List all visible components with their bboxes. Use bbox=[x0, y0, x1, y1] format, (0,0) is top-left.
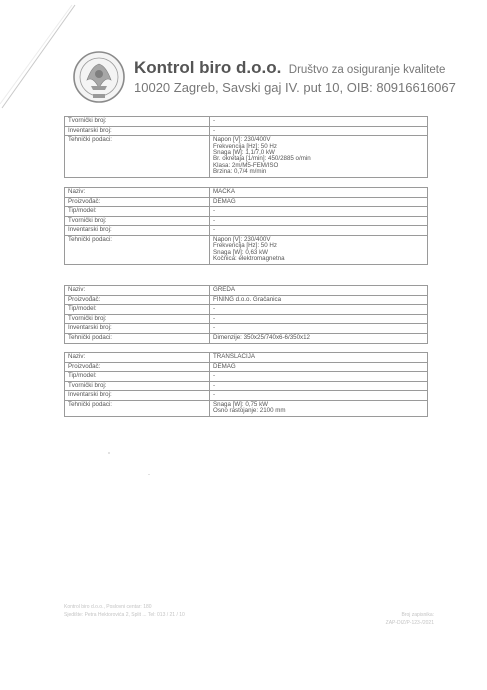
table-row bbox=[65, 216, 428, 226]
row-label: Tvornički broj: bbox=[65, 381, 210, 391]
row-label: Tip/model: bbox=[65, 305, 210, 315]
row-value: - bbox=[210, 207, 428, 217]
tech-line: Klasa: 2m/M5-FEM/ISO bbox=[213, 161, 279, 169]
row-label: Proizvođač: bbox=[65, 362, 210, 372]
row-label: Inventarski broj: bbox=[65, 324, 210, 334]
company-seal-logo bbox=[72, 50, 126, 104]
company-name: Kontrol biro d.o.o. bbox=[134, 58, 282, 77]
table-row bbox=[65, 226, 428, 236]
table-row bbox=[65, 381, 428, 391]
technical-data-cell bbox=[210, 136, 428, 177]
equipment-table-travel bbox=[64, 352, 428, 417]
table-row bbox=[65, 235, 428, 264]
row-value: - bbox=[210, 381, 428, 391]
row-value: - bbox=[210, 391, 428, 401]
row-value: MAČKA bbox=[210, 188, 428, 198]
table-row bbox=[65, 314, 428, 324]
row-label: Tehnički podaci: bbox=[65, 400, 210, 416]
row-value: - bbox=[210, 305, 428, 315]
tech-line: Frekvencija [Hz]: 50 Hz bbox=[213, 242, 277, 250]
table-row bbox=[65, 188, 428, 198]
row-label: Tehnički podaci: bbox=[65, 136, 210, 177]
table-row bbox=[65, 136, 428, 177]
row-value: FINING d.o.o. Gračanica bbox=[210, 295, 428, 305]
table-row bbox=[65, 333, 428, 343]
table-row bbox=[65, 353, 428, 363]
row-label: Inventarski broj: bbox=[65, 391, 210, 401]
table-row bbox=[65, 324, 428, 334]
letterhead bbox=[72, 50, 472, 110]
footer-right-line: ZAP-DIZ/P-123-/2021 bbox=[385, 620, 434, 626]
scan-speck bbox=[148, 474, 150, 475]
table-row bbox=[65, 391, 428, 401]
table-row bbox=[65, 117, 428, 127]
row-value: DEMAG bbox=[210, 362, 428, 372]
tech-line: Kočnica: elektromagnetna bbox=[213, 255, 285, 263]
table-row bbox=[65, 197, 428, 207]
table-row bbox=[65, 372, 428, 382]
scan-speck bbox=[108, 452, 110, 454]
equipment-table-beam bbox=[64, 285, 428, 344]
table-row bbox=[65, 207, 428, 217]
row-value: GREDA bbox=[210, 286, 428, 296]
row-label: Tvornički broj: bbox=[65, 117, 210, 127]
equipment-table-trolley bbox=[64, 187, 428, 265]
table-row bbox=[65, 286, 428, 296]
row-label: Naziv: bbox=[65, 286, 210, 296]
equipment-table-hoist bbox=[64, 116, 428, 178]
tech-line: Br. okretaja [1/min]: 450/2885 o/min bbox=[213, 155, 311, 163]
table-row bbox=[65, 305, 428, 315]
tech-line: Brzina: 0,7/4 m/min bbox=[213, 168, 267, 176]
company-address: 10020 Zagreb, Savski gaj IV. put 10, OIB: 80916616067 bbox=[134, 80, 456, 95]
row-value: DEMAG bbox=[210, 197, 428, 207]
row-value: - bbox=[210, 117, 428, 127]
row-value: - bbox=[210, 226, 428, 236]
footer-left-line: Sjedište: Petra Hektorovića 2, Split ... Tel: 013 / 21 / 10 bbox=[64, 612, 185, 618]
row-value: - bbox=[210, 314, 428, 324]
row-label: Tip/model: bbox=[65, 207, 210, 217]
row-label: Tip/model: bbox=[65, 372, 210, 382]
row-value: - bbox=[210, 372, 428, 382]
tech-line: Snaga [W]: 0,63 kW bbox=[213, 248, 269, 256]
tech-line: Snaga [W]: 1,1/7,0 kW bbox=[213, 149, 275, 156]
technical-data-cell bbox=[210, 235, 428, 264]
tech-line: Osno rastojanje: 2100 mm bbox=[213, 407, 286, 415]
table-row bbox=[65, 362, 428, 372]
tech-line: Frekvencija [Hz]: 50 Hz bbox=[213, 142, 277, 150]
row-value: TRANSLACIJA bbox=[210, 353, 428, 363]
tech-line: Snaga [W]: 0,75 kW bbox=[213, 400, 269, 408]
row-label: Tehnički podaci: bbox=[65, 235, 210, 264]
table-row bbox=[65, 295, 428, 305]
row-label: Inventarski broj: bbox=[65, 126, 210, 136]
row-label: Tehnički podaci: bbox=[65, 333, 210, 343]
table-row bbox=[65, 400, 428, 416]
row-label: Inventarski broj: bbox=[65, 226, 210, 236]
row-label: Proizvođač: bbox=[65, 197, 210, 207]
row-value: - bbox=[210, 126, 428, 136]
row-label: Proizvođač: bbox=[65, 295, 210, 305]
row-label: Naziv: bbox=[65, 353, 210, 363]
technical-data-cell bbox=[210, 400, 428, 416]
tech-line: Napon [V]: 230/400V bbox=[213, 235, 271, 243]
row-value: - bbox=[210, 216, 428, 226]
footer-right-line: Broj zapisnika: bbox=[401, 612, 434, 618]
tech-line: Napon [V]: 230/400V bbox=[213, 136, 271, 144]
row-value: Dimenzije: 350x25/740x6-6/350x12 bbox=[210, 333, 428, 343]
footer-left-line: Kontrol biro d.o.o., Poslovni centar: 180 bbox=[64, 604, 152, 610]
company-line bbox=[134, 58, 445, 78]
table-row bbox=[65, 126, 428, 136]
company-tagline: Društvo za osiguranje kvalitete bbox=[288, 64, 446, 76]
row-value: - bbox=[210, 324, 428, 334]
row-label: Tvornički broj: bbox=[65, 314, 210, 324]
row-label: Tvornički broj: bbox=[65, 216, 210, 226]
row-label: Naziv: bbox=[65, 188, 210, 198]
